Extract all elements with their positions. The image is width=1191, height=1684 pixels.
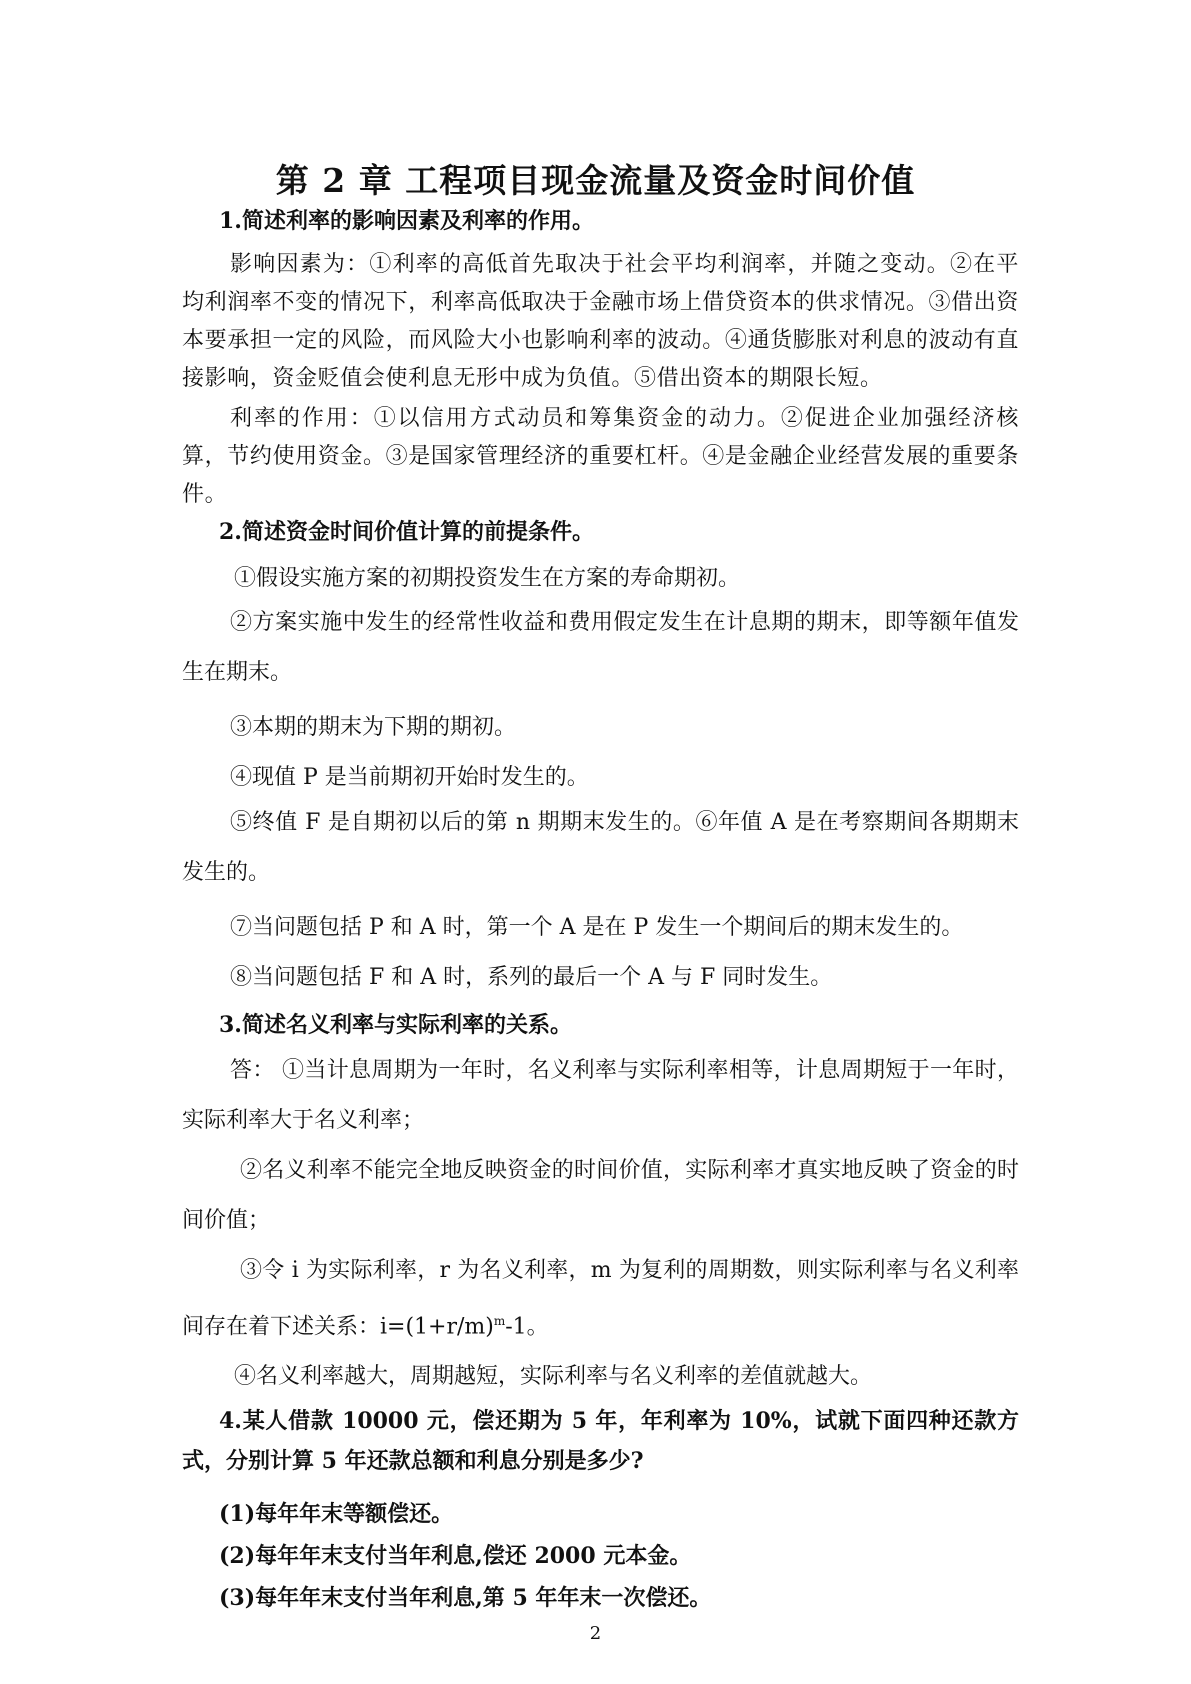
question-2-item-3: ③本期的期末为下期的期初。 [230,715,517,740]
formula-tail: -1。 [505,1314,549,1340]
question-2-item-8: ⑧当问题包括 F 和 A 时，系列的最后一个 A 与 F 同时发生。 [230,965,833,990]
question-3-answer-2: ②名义利率不能完全地反映资金的时间价值，实际利率才真实地反映了资金的时间价值； [182,1158,1019,1233]
question-2-item-4: ④现值 P 是当前期初开始时发生的。 [230,765,589,790]
page-number: 2 [589,1623,602,1644]
question-4-option-2: (2)每年年末支付当年利息,偿还 2000 元本金。 [219,1543,692,1569]
question-2-item-7: ⑦当问题包括 P 和 A 时，第一个 A 是在 P 发生一个期间后的期末发生的。 [230,915,964,940]
question-4-heading: 4.某人借款 10000 元，偿还期为 5 年，年利率为 10%，试就下面四种还款方式，分别计算 5 年还款总额和利息分别是多少? [182,1408,1019,1474]
question-3-answer-3 [182,1246,1019,1352]
question-1-paragraph-roles: 利率的作用：①以信用方式动员和筹集资金的动力。②促进企业加强经济核算，节约使用资金。③是国家管理经济的重要杠杆。④是金融企业经营发展的重要条件。 [182,406,1019,507]
question-3-heading: 3.简述名义利率与实际利率的关系。 [219,1012,572,1038]
question-1-heading: 1.简述利率的影响因素及利率的作用。 [219,208,594,234]
question-4-option-3: (3)每年年末支付当年利息,第 5 年年末一次偿还。 [219,1585,712,1611]
formula-text: ③令 i 为实际利率，r 为名义利率，m 为复利的周期数，则实际利率与名义利率间存在着下述关系：i=(1+r/m) [182,1258,1019,1340]
chapter-title: 第 2 章 工程项目现金流量及资金时间价值 [275,161,916,200]
formula-exponent: m [493,1314,506,1328]
question-2-heading: 2.简述资金时间价值计算的前提条件。 [219,519,594,545]
question-1-paragraph-factors: 影响因素为：①利率的高低首先取决于社会平均利润率，并随之变动。②在平均利润率不变的情况下，利率高低取决于金融市场上借贷资本的供求情况。③借出资本要承担一定的风险，而风险大小也影响利率的波动。④通货膨胀对利息的波动有直接影响，资金贬值会使利息无形中成为负值。⑤借出资本的期限长短。 [182,252,1019,391]
question-2-item-2: ②方案实施中发生的经常性收益和费用假定发生在计息期的期末，即等额年值发生在期末。 [182,610,1019,685]
question-2-item-1: ①假设实施方案的初期投资发生在方案的寿命期初。 [234,566,741,591]
question-2-item-5-6: ⑤终值 F 是自期初以后的第 n 期期末发生的。⑥年值 A 是在考察期间各期期末发生的。 [182,810,1019,885]
question-3-answer-4: ④名义利率越大，周期越短，实际利率与名义利率的差值就越大。 [234,1364,873,1389]
question-3-answer-1: 答： ①当计息周期为一年时，名义利率与实际利率相等，计息周期短于一年时，实际利率大于名义利率； [182,1058,1019,1133]
question-4-option-1: (1)每年年末等额偿还。 [219,1501,454,1527]
